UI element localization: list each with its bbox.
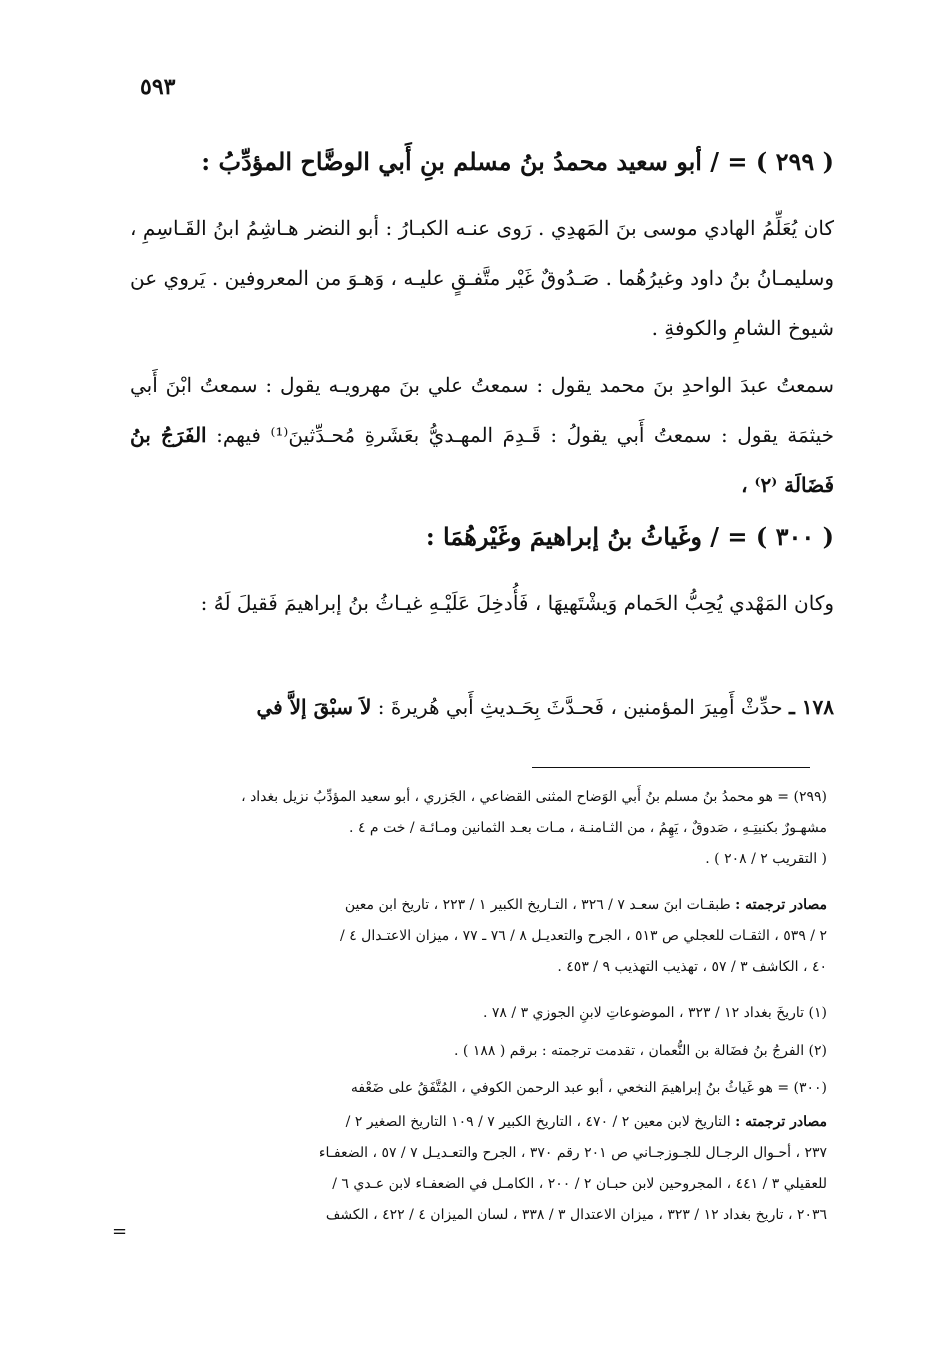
- entry-heading: ( ٢٩٩ ) = / أبو سعيد محمدُ بنُ مسلم بنِ أَبي الوضَّاح المؤدِّبُ :: [201, 147, 834, 176]
- footnote-300: (٣٠٠) = هو غَياثُ بنُ إبراهيمَ النخعي ، أبو عبد الرحمن الكوفي ، المُتَّفَقُ على ضَعْفه: [350, 1080, 827, 1096]
- footnote-2: (٢) الفرجُ بنُ فضَالة بن النُّعمان ، تقدمت ترجمته : برقم ( ١٨٨ ) .: [454, 1043, 827, 1059]
- footnote-separator: [532, 767, 810, 768]
- sources-label: مصادر ترجمته :: [735, 897, 827, 913]
- footnote-line: ٢٣٧ ، أحـوال الرجـال للجـوزجـاني ص ٢٠١ رقم ٣٧٠ ، الجرح والتعـديـل ٧ / ٥٧ ، الضعفـاء: [318, 1145, 827, 1161]
- page-number: ٥٩٣: [140, 74, 176, 100]
- entry-300-para-1: وكان المَهْدي يُحِبُّ الحَمام وَيشْتَهيهَا ، فَأُدخِلَ عَلَيْـهِ غيـاثُ بنُ إبراهيمَ فَقيلَ لَهُ :: [200, 591, 834, 615]
- paragraph-text: سمعتُ عبدَ الواحدِ بنَ محمد يقول : سمعتُ علي بنَ مهرويـه يقول : سمعتُ ابْنَ أَبي خيثمَة يقول : سمعتُ أَبي يقولُ : قَـدِمَ المهـديُّ بعَشَرةِ مُحـدِّثينَ⁽¹⁾ فيهم:: [130, 373, 835, 447]
- footnote-line: (٢٩٩) = هو محمدُ بنُ مسلم بنُ أَبي الوَضاح المثنى القضاعي ، الجَزري ، أبو سعيد المؤدِّبُ نزيل بغداد ،: [241, 789, 827, 805]
- sources-label: مصادر ترجمته :: [735, 1114, 827, 1130]
- continuation-mark: =: [112, 1221, 128, 1242]
- footnote-line: ( التقريب ٢ / ٢٠٨ ) .: [705, 851, 827, 867]
- entry-heading: ( ٣٠٠ ) = / وغَياثُ بنُ إبراهيمَ وغَيْرهُمَا :: [425, 522, 834, 551]
- footnote-line: [120, 890, 827, 921]
- footnote-line: للعقيلي ٣ / ٤٤١ ، المجروحين لابن حبـان ٢ / ٢٠٠ ، الكامـل في الضعفـاء لابن عـدي ٦ /: [332, 1176, 827, 1192]
- entry-299: [130, 142, 834, 182]
- footnote-line: ٤٠ ، الكاشف ٣ / ٥٧ ، تهذيب التهذيب ٩ / ٤٥٣ .: [557, 959, 827, 975]
- hadith-number: ١٧٨ ـ: [788, 695, 834, 719]
- footnote-line: مشهـورٌ بكنيتِـهِ ، صَدوقٌ ، يَهِمُ ، من الثـامنـة ، مـات بعـد الثمانين ومـائـة / خت م ٤ .: [349, 820, 827, 836]
- hadith-text: حدِّثْ أَمِيرَ المؤمنين ، فَحـدَّثَ بِحَـديثِ أَبي هُريرةَ :: [377, 695, 783, 719]
- footnote-line: [120, 1107, 827, 1138]
- entry-299-para-1: كان يُعَلِّمُ الهادي موسى بنَ المَهدِي . رَوى عنـه الكبـارُ : أبو النضر هـاشِمُ ابنُ القَـاسِمِ ، وسليمـانُ بنُ داود وغيرُهُما . صَـدُوقٌ غَيْر متَّفـقٍ عليـه ، وَهـوَ من المعروفين . يَروي عن شيوخ الشامِ والكوفةِ .: [130, 216, 834, 340]
- footnote-1: (١) تاريخَ بغداد ١٢ / ٣٢٣ ، الموضوعاتِ لابنِ الجوزي ٣ / ٧٨ .: [483, 1005, 827, 1021]
- footnote-299: [120, 782, 827, 875]
- footnote-line: ٢٠٣٦ ، تاريخ بغداد ١٢ / ٣٢٣ ، ميزان الاعتدال ٣ / ٣٣٨ ، لسان الميزان ٤ / ٤٢٢ ، الكشف: [325, 1207, 827, 1223]
- sources-text: طبقـات ابنَ سعـد ٧ / ٣٢٦ ، التـاريخ الكبير ١ / ٢٢٣ ، تاريخ ابن معين: [344, 897, 731, 913]
- hadith-bold-text: لاَ سبْقَ إلاَّ في: [256, 695, 372, 719]
- sources-299: [120, 890, 827, 983]
- sources-300: [120, 1107, 827, 1231]
- entry-299-para-2: [130, 360, 834, 510]
- hadith-178: [130, 682, 834, 732]
- footnote-line: ٢ / ٥٣٩ ، الثقـات للعجلي ص ٥١٣ ، الجرح والتعديـل ٨ / ٧٦ ـ ٧٧ ، ميزان الاعتـدال ٤ /: [340, 928, 827, 944]
- entry-300: [130, 517, 834, 557]
- bold-narrator: الفَرَجُ بنُ فَضَالَة ⁽٢⁾ ،: [130, 423, 834, 497]
- sources-text: التاريخ لابن معين ٢ / ٤٧٠ ، التاريخ الكبير ٧ / ١٠٩ التاريخ الصغير ٢ /: [345, 1114, 731, 1130]
